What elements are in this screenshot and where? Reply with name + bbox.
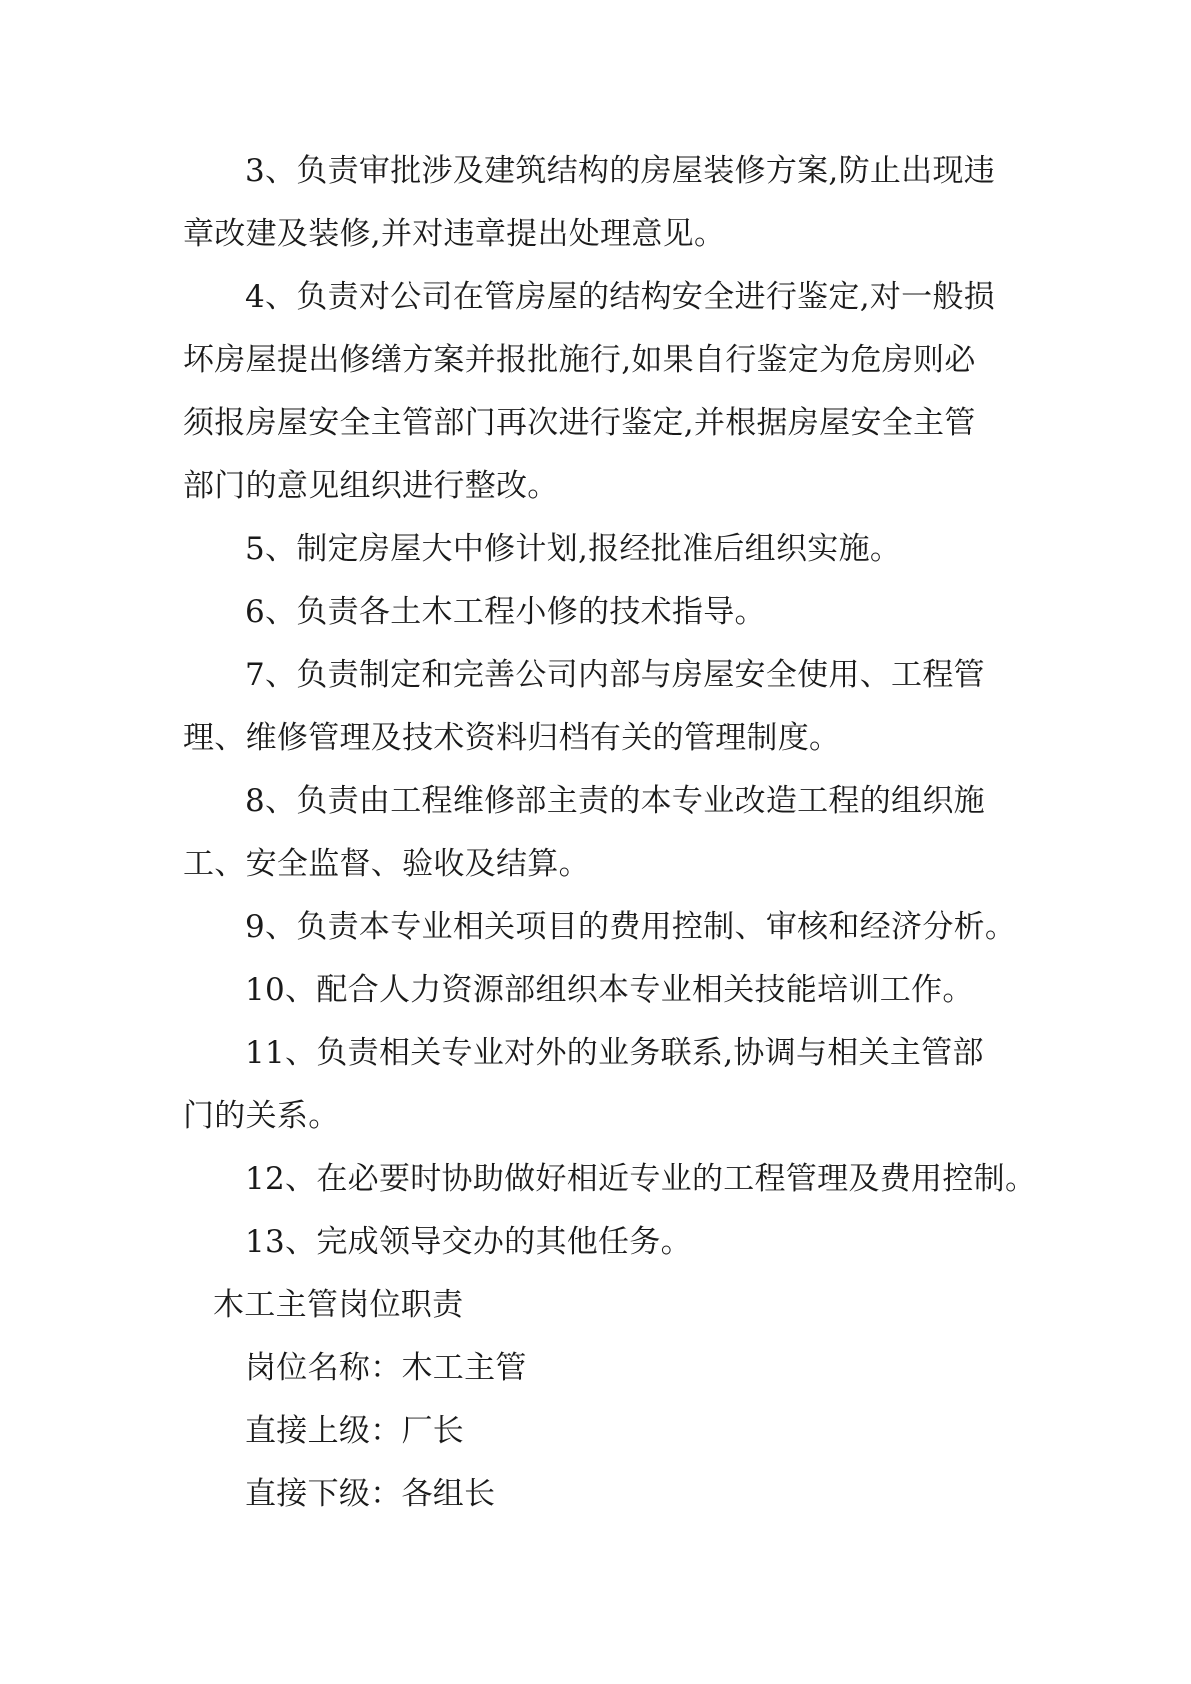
duty-item-3 [183, 140, 1023, 266]
text-line: 6、负责各土木工程小修的技术指导。 [245, 594, 766, 630]
text-line: 章改建及装修,并对违章提出处理意见。 [183, 216, 726, 252]
text-line: 5、制定房屋大中修计划,报经批准后组织实施。 [245, 531, 902, 567]
text-line: 12、在必要时协助做好相近专业的工程管理及费用控制。 [245, 1161, 1037, 1197]
text-line: 理、维修管理及技术资料归档有关的管理制度。 [183, 720, 841, 756]
position-name-row [183, 1337, 1023, 1400]
text-line: 工、安全监督、验收及结算。 [183, 846, 590, 882]
text-line: 坏房屋提出修缮方案并报批施行,如果自行鉴定为危房则必 [183, 342, 976, 378]
duty-item-4 [183, 266, 1023, 518]
document-body [183, 140, 1037, 1526]
duty-item-12 [183, 1148, 1037, 1211]
text-line: 7、负责制定和完善公司内部与房屋安全使用、工程管 [245, 657, 985, 693]
direct-subordinate-row [183, 1463, 1023, 1526]
duty-item-10 [183, 959, 1023, 1022]
position-name-text: 岗位名称：木工主管 [245, 1350, 527, 1386]
duty-item-6 [183, 581, 1023, 644]
direct-superior-text: 直接上级：厂长 [245, 1413, 465, 1449]
text-line: 9、负责本专业相关项目的费用控制、审核和经济分析。 [245, 909, 1017, 945]
text-line: 门的关系。 [183, 1098, 340, 1134]
duty-item-13 [183, 1211, 1023, 1274]
section-title [183, 1274, 1023, 1337]
duty-item-5 [183, 518, 1023, 581]
text-line: 8、负责由工程维修部主责的本专业改造工程的组织施 [245, 783, 985, 819]
duty-item-9 [183, 896, 1023, 959]
text-line: 4、负责对公司在管房屋的结构安全进行鉴定,对一般损 [245, 279, 996, 315]
text-line: 须报房屋安全主管部门再次进行鉴定,并根据房屋安全主管 [183, 405, 976, 441]
duty-item-7 [183, 644, 1023, 770]
text-line: 11、负责相关专业对外的业务联系,协调与相关主管部 [245, 1035, 984, 1071]
section-title-text: 木工主管岗位职责 [213, 1287, 464, 1323]
direct-subordinate-text: 直接下级：各组长 [245, 1476, 496, 1512]
text-line: 3、负责审批涉及建筑结构的房屋装修方案,防止出现违 [245, 153, 996, 189]
text-line: 13、完成领导交办的其他任务。 [245, 1224, 692, 1260]
text-line: 部门的意见组织进行整改。 [183, 468, 559, 504]
text-line: 10、配合人力资源部组织本专业相关技能培训工作。 [245, 972, 974, 1008]
duty-item-11 [183, 1022, 1023, 1148]
direct-superior-row [183, 1400, 1023, 1463]
duty-item-8 [183, 770, 1023, 896]
